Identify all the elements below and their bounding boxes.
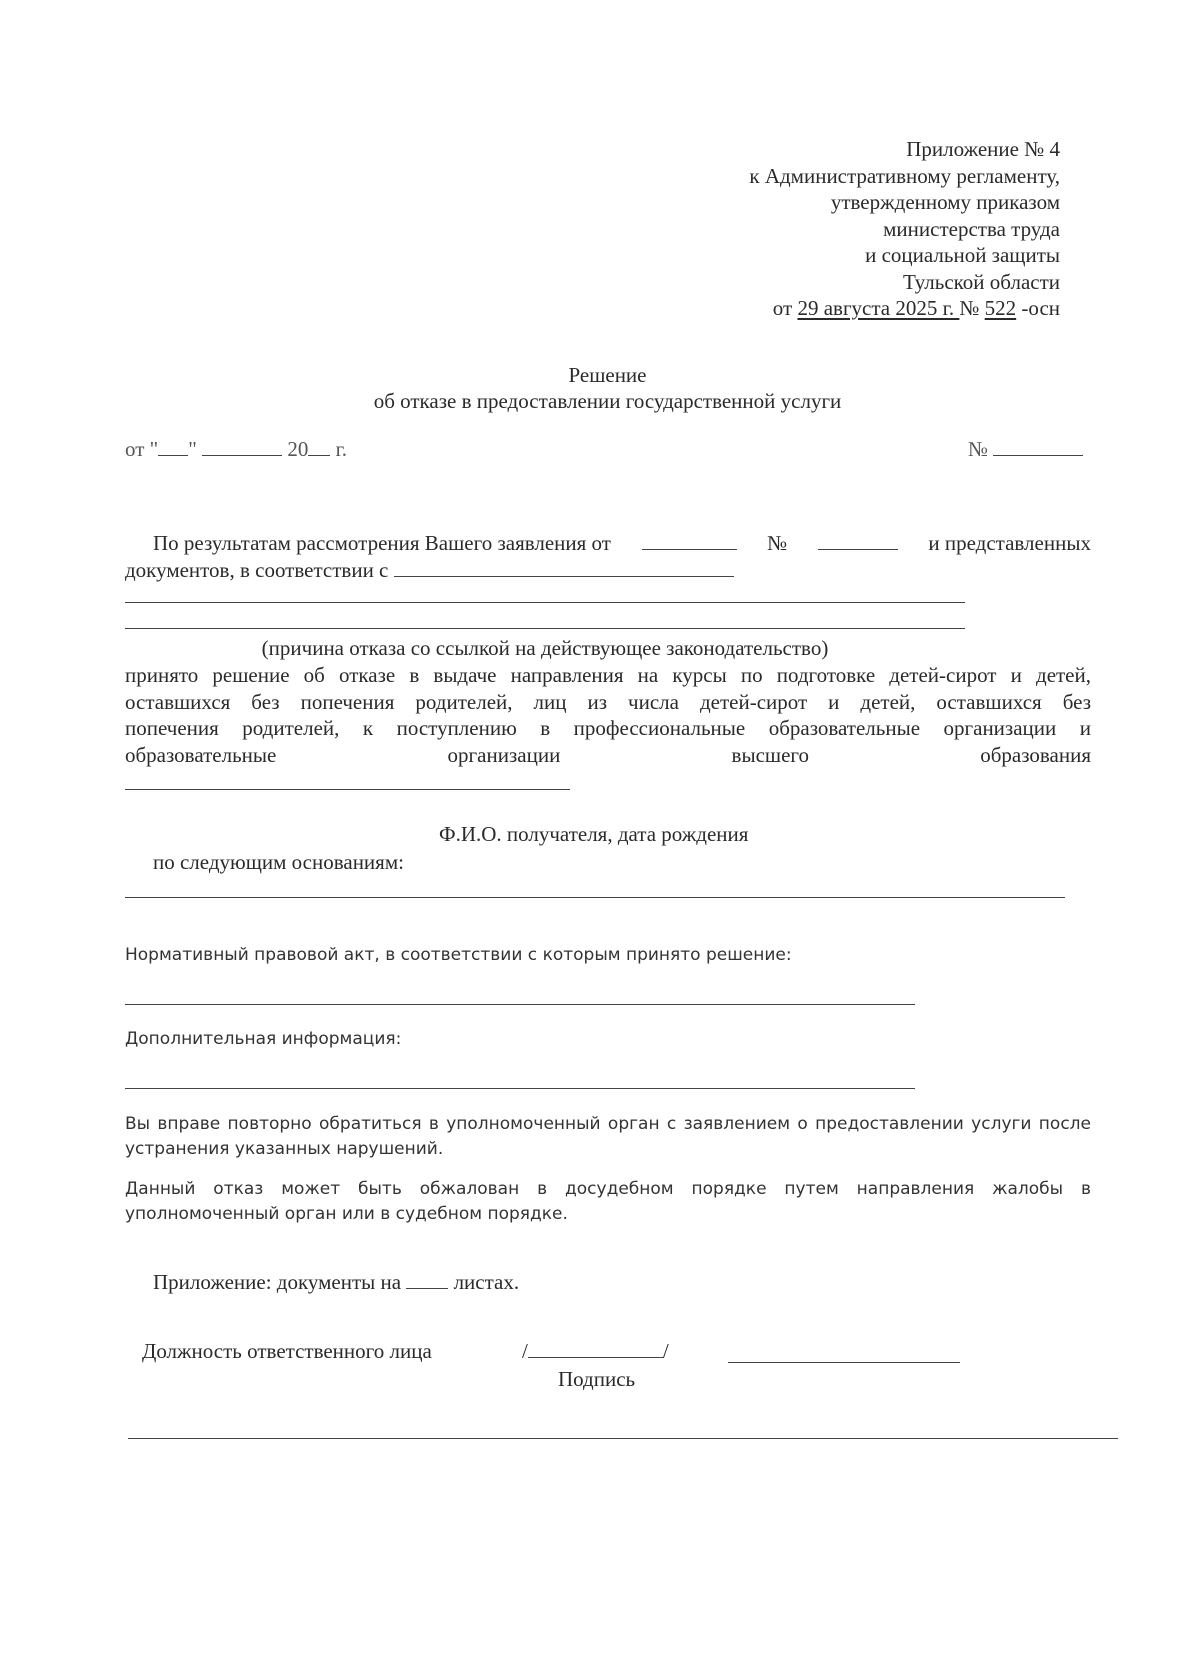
- application-number-blank: [818, 531, 898, 550]
- signature-caption: Подпись: [558, 1367, 636, 1391]
- year-blank: [308, 437, 330, 456]
- signature-field: / /: [522, 1339, 669, 1363]
- decision-line-4: образовательные организации высшего образования: [125, 742, 1091, 767]
- day-blank: [158, 437, 188, 456]
- attachment-line: Приложение: документы на листах.: [153, 1270, 520, 1294]
- legal-act-rule: [125, 1004, 915, 1005]
- date-row-left: от " " 20 г.: [125, 437, 348, 461]
- decision-paragraph: [125, 662, 1091, 768]
- basis-blank: [394, 558, 734, 577]
- decision-line-3: попечения родителей, к поступлению в профессиональные образовательные организации и: [125, 716, 1091, 740]
- header-line-appendix: Приложение № 4: [906, 137, 1060, 161]
- application-line-1: [153, 531, 1091, 556]
- additional-info-rule: [125, 1088, 915, 1089]
- application-documents: и представленных: [928, 531, 1091, 555]
- application-intro: По результатам рассмотрения Вашего заявления от: [153, 531, 611, 555]
- decision-line-1: принято решение об отказе в выдаче направления на курсы по подготовке детей-сирот и детей,: [125, 663, 1091, 687]
- sheets-blank: [406, 1270, 448, 1289]
- application-date-blank: [642, 531, 737, 550]
- position-label: Должность ответственного лица: [142, 1339, 432, 1363]
- grounds-label: по следующим основаниям:: [153, 850, 404, 874]
- header-line-ministry: министерства труда: [883, 216, 1060, 241]
- header-line-regulation: к Административному регламенту,: [749, 163, 1060, 188]
- order-number: 522: [984, 296, 1017, 320]
- grounds-rule: [125, 897, 1065, 898]
- document-title: [0, 362, 1200, 414]
- appeal-line-2: уполномоченный орган или в судебном порядке.: [125, 1204, 568, 1224]
- header-line-region: Тульской области: [902, 269, 1060, 294]
- title-decision: Решение: [568, 363, 647, 387]
- bottom-rule: [128, 1438, 1118, 1439]
- header-order-line: [749, 295, 1060, 322]
- header-line-social: и социальной защиты: [865, 243, 1060, 267]
- legal-act-label: Нормативный правовой акт, в соответствии с которым принято решение:: [125, 945, 792, 965]
- decision-number: №: [968, 437, 1083, 462]
- reapply-line-1: Вы вправе повторно обратиться в уполномоченный орган с заявлением о предоставлении услуги после: [125, 1114, 1091, 1134]
- month-blank: [202, 437, 282, 456]
- reapply-line-2: устранения указанных нарушений.: [125, 1139, 444, 1159]
- signature-blank: [528, 1339, 663, 1358]
- order-date-prefix: от: [772, 296, 798, 320]
- reason-rule-1: [125, 602, 965, 603]
- decision-number-blank: [993, 437, 1083, 456]
- order-date: 29 августа 2025 г.: [797, 296, 960, 320]
- application-line-2: документов, в соответствии с: [125, 558, 734, 583]
- name-rule: [728, 1362, 960, 1363]
- reason-rule-2: [125, 628, 965, 629]
- decision-line-2: оставшихся без попечения родителей, лиц из числа детей-сирот и детей, оставшихся без: [125, 689, 1091, 714]
- header-line-approved: утвержденному приказом: [830, 190, 1060, 214]
- appeal-paragraph: [125, 1177, 1091, 1227]
- reapply-paragraph: [125, 1112, 1091, 1162]
- reason-caption: (причина отказа со ссылкой на действующее законодательство): [261, 636, 829, 660]
- recipient-rule: [125, 789, 570, 790]
- order-number-prefix: №: [959, 296, 985, 320]
- title-subject: об отказе в предоставлении государственной услуги: [373, 389, 842, 413]
- order-number-suffix: -осн: [1016, 296, 1060, 320]
- recipient-caption: Ф.И.О. получателя, дата рождения: [439, 822, 749, 846]
- appeal-line-1: Данный отказ может быть обжалован в досудебном порядке путем направления жалобы в: [125, 1179, 1091, 1199]
- header-block: [749, 136, 1060, 322]
- application-number-label: №: [767, 531, 788, 555]
- additional-info-label: Дополнительная информация:: [125, 1029, 402, 1049]
